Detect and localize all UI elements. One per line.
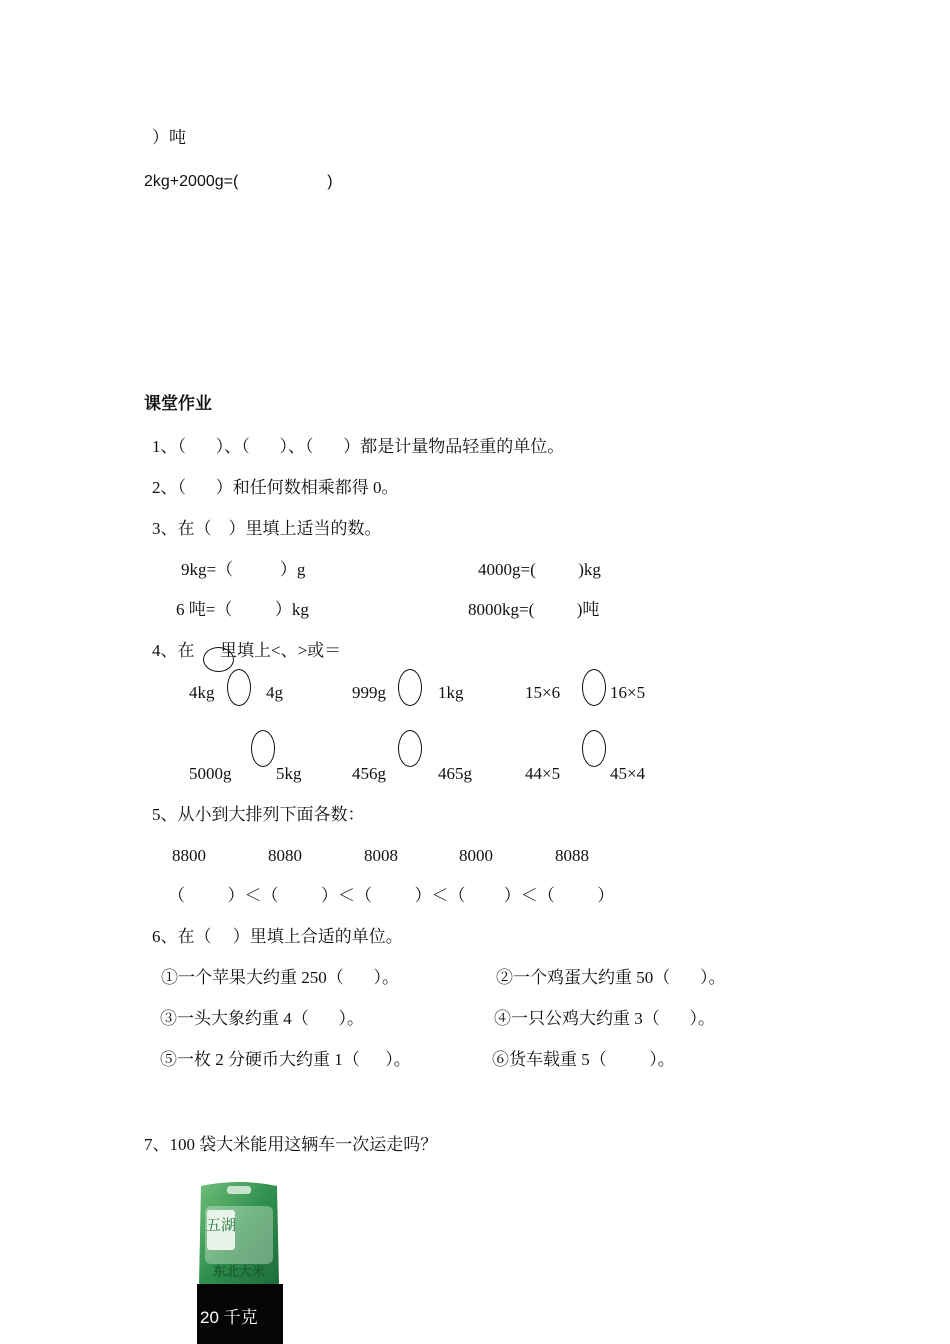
question-5-title: 5、从小到大排列下面各数： — [152, 805, 365, 824]
question-3-title: 3、在（ ）里填上适当的数。 — [152, 519, 382, 538]
compare-left: 5000g — [189, 764, 232, 783]
unit-item: ⑤一枚 2 分硬币大约重 1（ ）。 — [160, 1050, 411, 1069]
compare-left: 999g — [352, 683, 386, 702]
unit-item: ⑥货车载重 5（ ）。 — [492, 1050, 675, 1069]
question-3-b: 4000g=( )kg — [478, 560, 601, 579]
compare-right: 1kg — [438, 683, 464, 702]
question-6-title: 6、在（ ）里填上合适的单位。 — [152, 927, 403, 946]
question-7: 7、100 袋大米能用这辆车一次运走吗？ — [144, 1135, 438, 1154]
compare-right: 45×4 — [610, 764, 646, 783]
question-3-c: 6 吨=（ ）kg — [176, 600, 309, 619]
compare-right: 5kg — [276, 764, 302, 783]
compare-circle[interactable] — [398, 730, 422, 767]
prev-answer-unit: ）吨 — [152, 128, 186, 147]
number-item: 8000 — [459, 846, 493, 865]
compare-left: 44×5 — [525, 764, 561, 783]
question-3-a: 9kg=（ ）g — [181, 560, 306, 579]
number-item: 8080 — [268, 846, 302, 865]
compare-left: 4kg — [189, 683, 215, 702]
number-item: 8800 — [172, 846, 206, 865]
question-2: 2、（ ）和任何数相乘都得 0。 — [152, 478, 399, 497]
prev-equation: 2kg+2000g=( ) — [144, 173, 333, 190]
compare-right: 465g — [438, 764, 472, 783]
compare-circle[interactable] — [398, 669, 422, 706]
compare-circle[interactable] — [251, 730, 275, 767]
number-item: 8088 — [555, 846, 589, 865]
compare-circle[interactable] — [582, 669, 606, 706]
compare-circle-example — [203, 647, 234, 672]
compare-circle[interactable] — [582, 730, 606, 767]
ordering-blanks: （ ）＜（ ）＜（ ）＜（ ）＜（ ） — [168, 886, 615, 905]
weight-label: 20 千克 — [200, 1308, 258, 1327]
compare-right: 4g — [266, 683, 283, 702]
rice-bag-icon — [197, 1180, 281, 1288]
compare-left: 456g — [352, 764, 386, 783]
compare-right: 16×5 — [610, 683, 646, 702]
compare-left: 15×6 — [525, 683, 561, 702]
unit-item: ④一只公鸡大约重 3（ ）。 — [494, 1009, 715, 1028]
question-3-d: 8000kg=( )吨 — [468, 600, 600, 619]
compare-circle[interactable] — [227, 669, 251, 706]
unit-item: ③一头大象约重 4（ ）。 — [160, 1009, 364, 1028]
rice-product: 东北大米 — [212, 1265, 266, 1280]
question-1: 1、（ ）、（ ）、（ ）都是计量物品轻重的单位。 — [152, 437, 565, 456]
unit-item: ①一个苹果大约重 250（ ）。 — [161, 968, 399, 987]
question-4-title: 4、在 里填上<、>或＝ — [152, 641, 342, 660]
section-title: 课堂作业 — [144, 394, 212, 413]
unit-item: ②一个鸡蛋大约重 50（ ）。 — [496, 968, 726, 987]
rice-brand: 五湖 — [205, 1216, 237, 1234]
number-item: 8008 — [364, 846, 398, 865]
